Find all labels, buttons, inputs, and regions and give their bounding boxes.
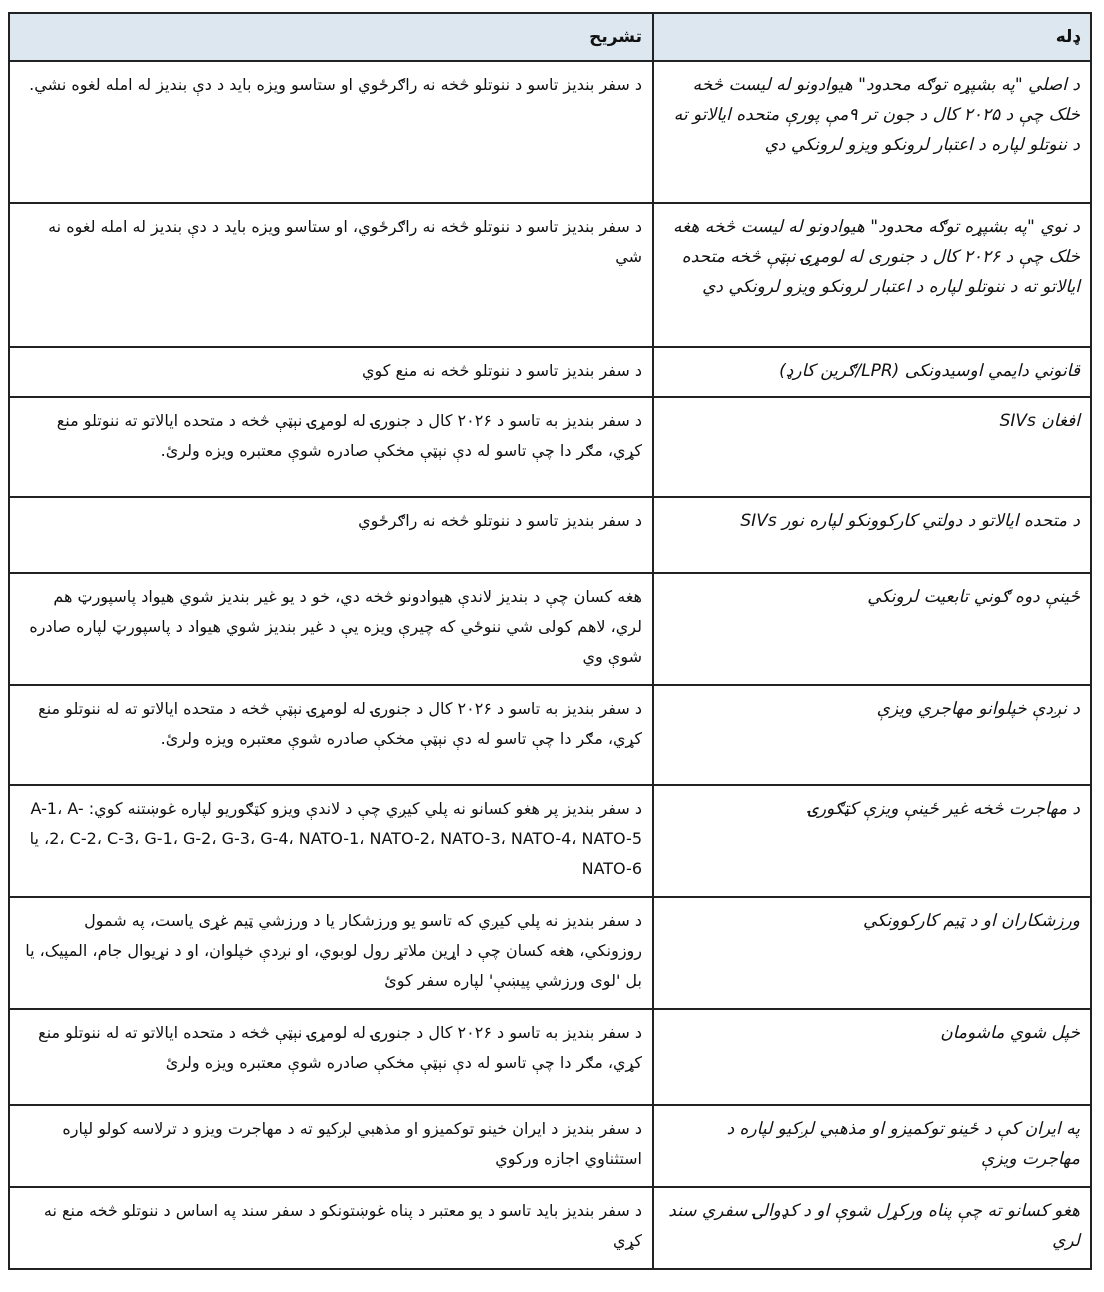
table-row	[9, 685, 1091, 785]
row-description: د سفر بندیز پر هغو کسانو نه پلي کیږي چې د لاندې ویزو کټګوریو لپاره غوښتنه کوي: A-1، A-2، C-2، C-3، G-1، G-2، G-3، G-4، NATO-1، NATO-2، NATO-3، NATO-4، NATO-5، یا NATO-6	[9, 785, 653, 897]
table-row	[9, 573, 1091, 685]
row-description: د سفر بندیز باید تاسو د یو معتبر د پناه غوښتونکو د سفر سند په اساس د ننوتلو څخه منع نه کړي	[9, 1187, 653, 1269]
header-description: تشریح	[9, 13, 653, 61]
table-header-row	[9, 13, 1091, 61]
table-row	[9, 897, 1091, 1009]
row-description: د سفر بندیز تاسو د ننوتلو څخه نه راګرځوي او ستاسو ویزه باید د دې بندیز له امله لغوه نشي.	[9, 61, 653, 203]
row-description: د سفر بندیز تاسو د ننوتلو څخه نه راګرځوي	[9, 497, 653, 573]
row-category: د نوي "په بشپړه توګه محدود" هیوادونو له لیست څخه هغه خلک چې د ۲۰۲۶ کال د جنوری له لومړۍ نېټې څخه متحده ایالاتو ته د ننوتلو لپاره د اعتبار لرونکو ویزو لرونکي دي	[653, 203, 1091, 347]
table-row	[9, 1187, 1091, 1269]
row-category: په ایران کې د ځینو توکمیزو او مذهبي لږکیو لپاره د مهاجرت ویزې	[653, 1105, 1091, 1187]
row-category: د متحده ایالاتو د دولتي کارکوونکو لپاره نور SIVs	[653, 497, 1091, 573]
row-description: هغه کسان چې د بندیز لاندې هیوادونو څخه دي، خو د یو غیر بندیز شوي هیواد پاسپورټ هم لري، لاهم کولی شي ننوځي که چیرې ویزه یې د غیر بندیز شوي هیواد د پاسپورټ لپاره صادره شوې وي	[9, 573, 653, 685]
row-category: د نږدې خپلوانو مهاجري ویزې	[653, 685, 1091, 785]
row-category: خپل شوي ماشومان	[653, 1009, 1091, 1105]
row-category: هغو کسانو ته چې پناه ورکړل شوې او د کډوالۍ سفري سند لري	[653, 1187, 1091, 1269]
row-description: د سفر بندیز د ایران خینو توکمیزو او مذهبي لږکیو ته د مهاجرت ویزو د ترلاسه کولو لپاره استثناوي اجازه ورکوي	[9, 1105, 653, 1187]
row-category: د مهاجرت څخه غیر ځینې ویزې کټګورۍ	[653, 785, 1091, 897]
row-description: د سفر بندیز به تاسو د ۲۰۲۶ کال د جنورۍ له لومړۍ نېټې څخه د متحده ایالاتو ته ننوتلو منع کړي، مګر دا چې تاسو له دې نېټې مخکې صادره شوې معتبره ویزه ولرئ.	[9, 397, 653, 497]
row-description: د سفر بندیز تاسو د ننوتلو څخه نه منع کوي	[9, 347, 653, 397]
table-row	[9, 497, 1091, 573]
row-description: د سفر بندیز تاسو د ننوتلو څخه نه راګرځوي، او ستاسو ویزه باید د دې بندیز له امله لغوه نه شي	[9, 203, 653, 347]
row-category: ورزشکاران او د ټیم کارکوونکي	[653, 897, 1091, 1009]
table-row	[9, 347, 1091, 397]
row-category: ځینې دوه ګوني تابعیت لرونکي	[653, 573, 1091, 685]
row-description: د سفر بندیز به تاسو د ۲۰۲۶ کال د جنورۍ له لومړۍ نېټې څخه د متحده ایالاتو ته له ننوتلو منع کړي، مګر دا چې تاسو له دې نېټې مخکې صادره شوې معتبره ویزه ولرئ	[9, 1009, 653, 1105]
table-row	[9, 397, 1091, 497]
row-category: قانوني دايمي اوسيدونکی (LPR/ګرين کارډ)	[653, 347, 1091, 397]
table-container	[8, 12, 1090, 1270]
row-description: د سفر بندیز به تاسو د ۲۰۲۶ کال د جنورۍ له لومړۍ نېټې څخه د متحده ایالاتو ته له ننوتلو منع کړي، مګر دا چې تاسو له دې نېټې مخکې صادره شوې معتبره ویزه ولرئ.	[9, 685, 653, 785]
row-category: د اصلي "په بشپړه توګه محدود" هیوادونو له لیست څخه خلک چې د ۲۰۲۵ کال د جون تر ۹مې پورې متحده ایالاتو ته د ننوتلو لپاره د اعتبار لرونکو ویزو لرونکي دي	[653, 61, 1091, 203]
row-category: افغان SIVs	[653, 397, 1091, 497]
header-category: ډله	[653, 13, 1091, 61]
table-row	[9, 203, 1091, 347]
row-description: د سفر بندیز نه پلي کیږي که تاسو یو ورزشکار یا د ورزشي ټیم غړی یاست، په شمول روزونکي، هغه کسان چې د اړین ملاتړ رول لوبوي، او نږدې خپلوان، او د نړیوال جام، المپیک، یا بل 'لوی ورزشي پیښې' لپاره سفر کوئ	[9, 897, 653, 1009]
table-row	[9, 785, 1091, 897]
table-row	[9, 61, 1091, 203]
table-row	[9, 1105, 1091, 1187]
table-row	[9, 1009, 1091, 1105]
travel-ban-table	[8, 12, 1092, 1270]
